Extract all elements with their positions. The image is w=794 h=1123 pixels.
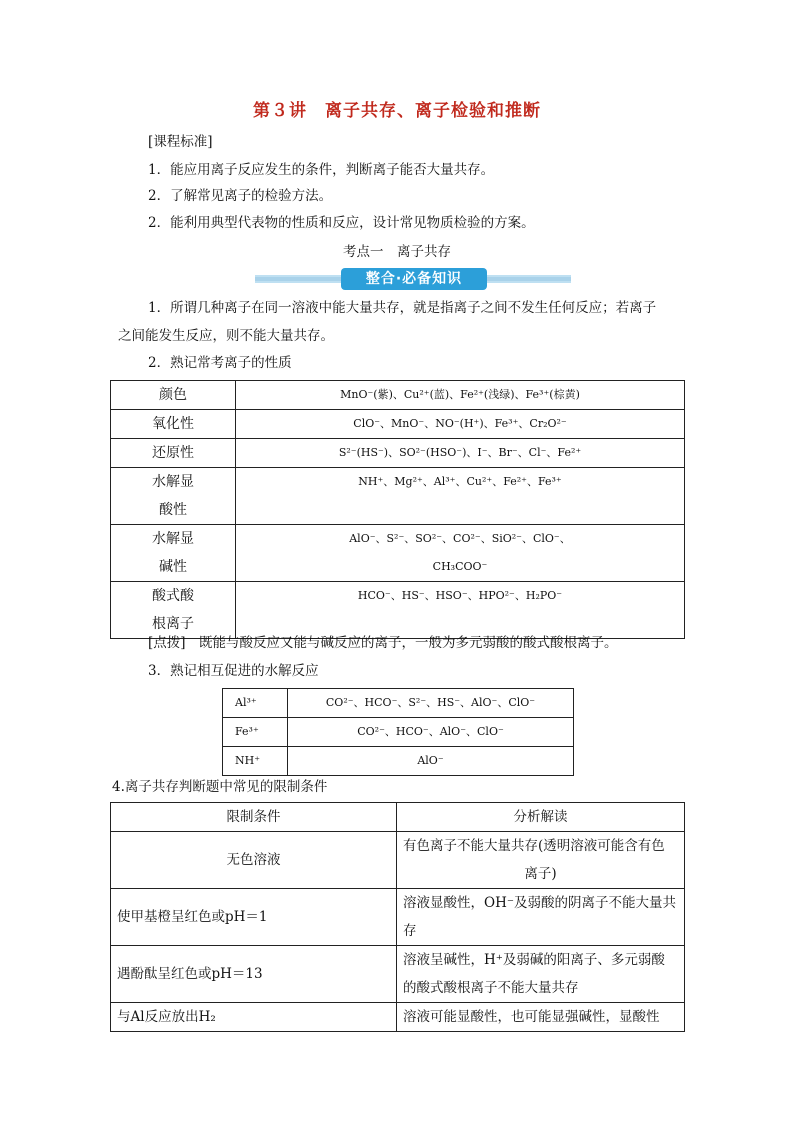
section-title: 考点一 离子共存 bbox=[343, 244, 451, 260]
para-4: 4.离子共存判断题中常见的限制条件 bbox=[112, 779, 328, 795]
row-value: 有色离子不能大量共存(透明溶液可能含有色 离子) bbox=[397, 832, 685, 889]
row-value: NH⁺、Mg²⁺、Al³⁺、Cu²⁺、Fe²⁺、Fe³⁺ bbox=[236, 468, 685, 525]
standard-item-3: 2．能利用典型代表物的性质和反应，设计常见物质检验的方案。 bbox=[148, 215, 535, 231]
column-header: 限制条件 bbox=[111, 803, 397, 832]
row-value: AlO⁻ bbox=[288, 747, 574, 776]
table-row bbox=[111, 525, 685, 582]
table-row bbox=[111, 832, 685, 889]
row-value: ClO⁻、MnO⁻、NO⁻(H⁺)、Fe³⁺、Cr₂O²⁻ bbox=[236, 410, 685, 439]
table-row bbox=[111, 439, 685, 468]
table-row bbox=[111, 410, 685, 439]
table-header-row bbox=[111, 803, 685, 832]
row-value: CO²⁻、HCO⁻、S²⁻、HS⁻、AlO⁻、ClO⁻ bbox=[288, 689, 574, 718]
table-row bbox=[111, 468, 685, 525]
para-1-line-1: 1．所谓几种离子在同一溶液中能大量共存，就是指离子之间不发生任何反应；若离子 bbox=[148, 300, 657, 316]
table-row bbox=[111, 381, 685, 410]
row-label: 颜色 bbox=[111, 381, 236, 410]
para-2: 2．熟记常考离子的性质 bbox=[148, 355, 292, 371]
row-value: AlO⁻、S²⁻、SO²⁻、CO²⁻、SiO²⁻、ClO⁻、 CH₃COO⁻ bbox=[236, 525, 685, 582]
page-title: 第３讲 离子共存、离子检验和推断 bbox=[253, 101, 541, 121]
standards-heading: [课程标准] bbox=[148, 134, 213, 150]
row-label: 水解显 碱性 bbox=[111, 525, 236, 582]
row-label: Fe³⁺ bbox=[223, 718, 288, 747]
row-label: 与Al反应放出H₂ bbox=[111, 1003, 397, 1032]
row-label: 氧化性 bbox=[111, 410, 236, 439]
standard-item-1: 1．能应用离子反应发生的条件，判断离子能否大量共存。 bbox=[148, 162, 495, 178]
row-label: 水解显 酸性 bbox=[111, 468, 236, 525]
table-row bbox=[111, 1003, 685, 1032]
row-value: 溶液可能显酸性，也可能显强碱性，显酸性 bbox=[397, 1003, 685, 1032]
para-3: 3．熟记相互促进的水解反应 bbox=[148, 663, 319, 679]
condition-table bbox=[110, 802, 685, 1032]
row-label: 无色溶液 bbox=[111, 832, 397, 889]
row-value: CO²⁻、HCO⁻、AlO⁻、ClO⁻ bbox=[288, 718, 574, 747]
hydrolysis-table bbox=[222, 688, 574, 776]
row-label: NH⁺ bbox=[223, 747, 288, 776]
row-value: 溶液显酸性，OH⁻及弱酸的阴离子不能大量共 存 bbox=[397, 889, 685, 946]
row-value: S²⁻(HS⁻)、SO²⁻(HSO⁻)、I⁻、Br⁻、Cl⁻、Fe²⁺ bbox=[236, 439, 685, 468]
ion-property-table bbox=[110, 380, 685, 639]
banner-label: 整合·必备知识 bbox=[341, 268, 487, 290]
row-value: 溶液呈碱性，H⁺及弱碱的阳离子、多元弱酸 的酸式酸根离子不能大量共存 bbox=[397, 946, 685, 1003]
table-row bbox=[223, 747, 574, 776]
column-header: 分析解读 bbox=[397, 803, 685, 832]
table-row bbox=[111, 582, 685, 639]
table-row bbox=[111, 889, 685, 946]
row-value: MnO⁻(紫)、Cu²⁺(蓝)、Fe²⁺(浅绿)、Fe³⁺(棕黄) bbox=[236, 381, 685, 410]
tip-note: [点拨] 既能与酸反应又能与碱反应的离子，一般为多元弱酸的酸式酸根离子。 bbox=[148, 635, 618, 651]
row-label: Al³⁺ bbox=[223, 689, 288, 718]
row-label: 使甲基橙呈红色或pH＝1 bbox=[111, 889, 397, 946]
table-row bbox=[223, 689, 574, 718]
para-1-line-2: 之间能发生反应，则不能大量共存。 bbox=[118, 328, 334, 344]
row-label: 还原性 bbox=[111, 439, 236, 468]
row-label: 酸式酸 根离子 bbox=[111, 582, 236, 639]
standard-item-2: 2．了解常见离子的检验方法。 bbox=[148, 188, 333, 204]
section-banner bbox=[255, 268, 571, 290]
row-value: HCO⁻、HS⁻、HSO⁻、HPO²⁻、H₂PO⁻ bbox=[236, 582, 685, 639]
row-label: 遇酚酞呈红色或pH＝13 bbox=[111, 946, 397, 1003]
table-row bbox=[111, 946, 685, 1003]
table-row bbox=[223, 718, 574, 747]
